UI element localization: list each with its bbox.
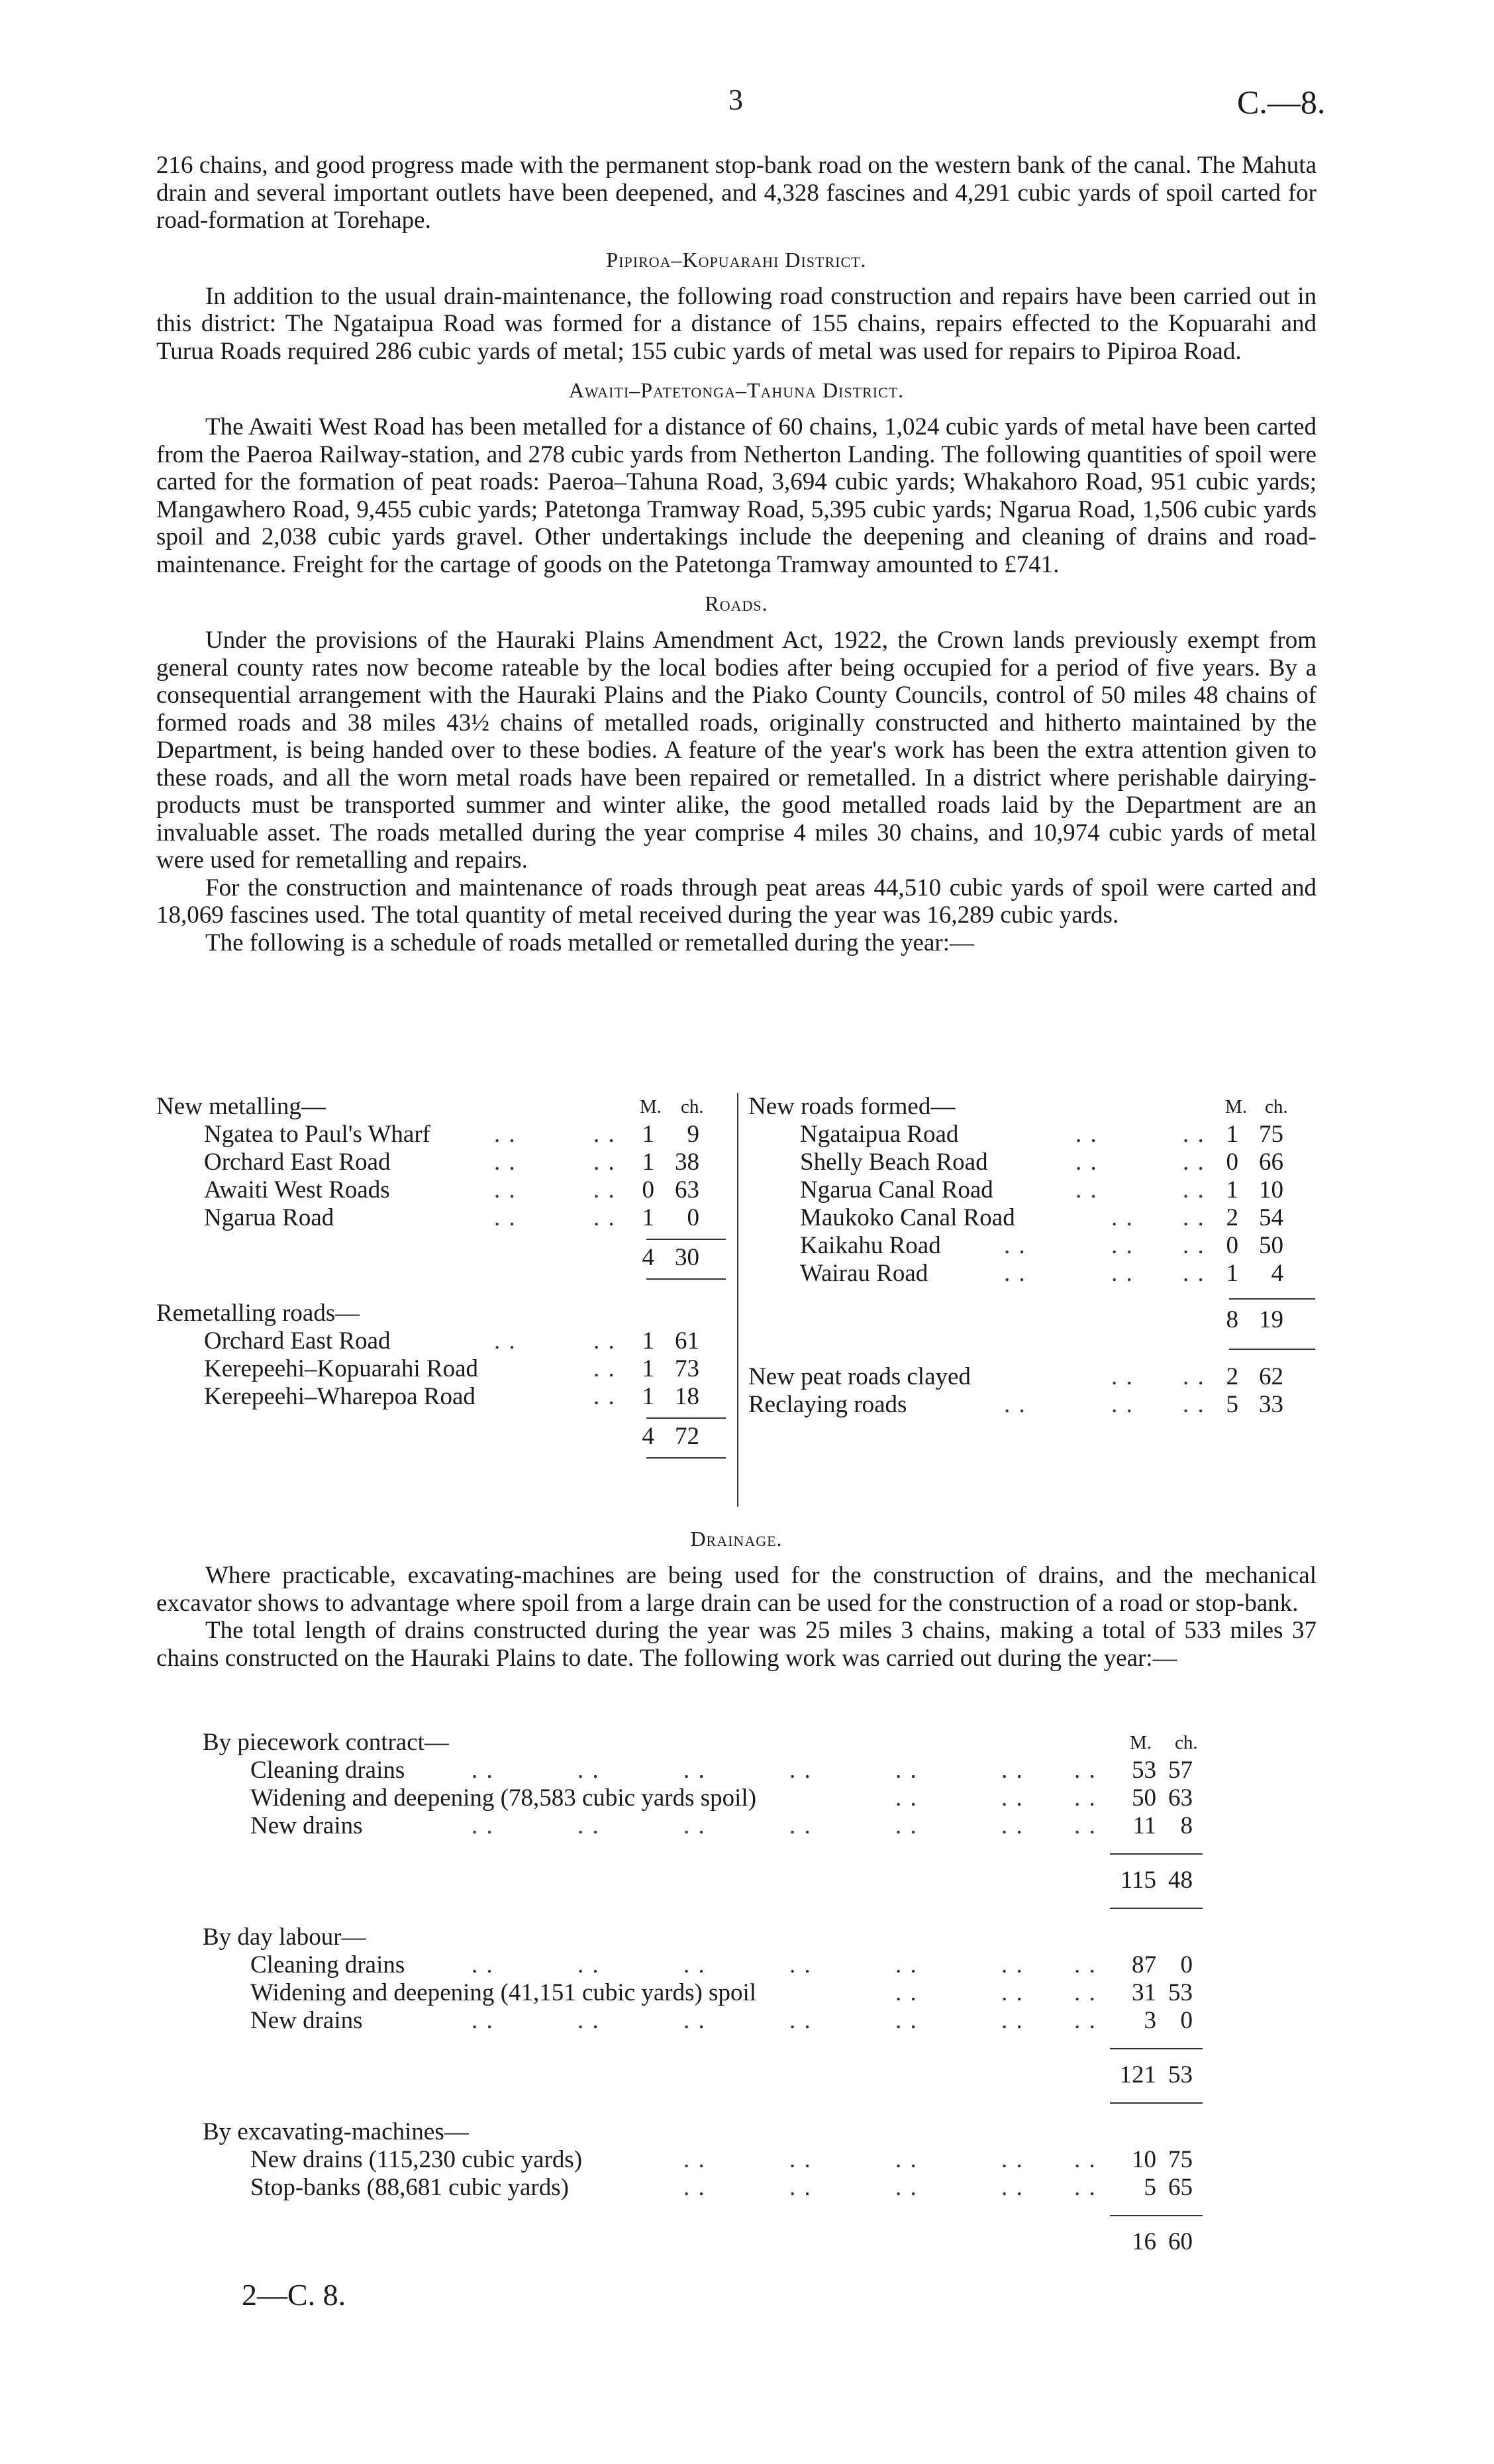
leader-dots: . . <box>1004 1391 1026 1418</box>
leader-dots: . . <box>577 1757 600 1784</box>
road-name: Ngatea to Paul's Wharf <box>204 1121 430 1148</box>
road-name: Orchard East Road <box>204 1149 391 1176</box>
leader-dots: . . <box>1074 1757 1097 1784</box>
total-rule <box>1110 2102 1203 2104</box>
table-row <box>156 1784 1317 1812</box>
table-row <box>156 1757 1317 1784</box>
road-name: Ngarua Road <box>204 1204 334 1231</box>
leader-dots: . . <box>1074 1951 1097 1978</box>
miles-value: 11 <box>1132 1812 1156 1839</box>
remetalling-label: Remetalling roads— <box>156 1300 360 1327</box>
leader-dots: . . <box>1001 2146 1024 2173</box>
subtotal-rule <box>1110 1853 1203 1855</box>
leader-dots: . . <box>472 2007 494 2034</box>
page-number: 3 <box>728 83 743 116</box>
work-description: New drains <box>250 2007 363 2034</box>
chains-value: 63 <box>675 1176 699 1204</box>
leader-dots: . . <box>577 1812 600 1839</box>
miles-total: 4 <box>642 1423 654 1450</box>
column-header-chains: ch. <box>1265 1096 1288 1117</box>
miles-value: 1 <box>642 1355 654 1382</box>
road-name: Wairau Road <box>800 1260 928 1287</box>
leader-dots: . . <box>683 1757 706 1784</box>
road-name: Kaikahu Road <box>800 1232 941 1259</box>
road-name: Orchard East Road <box>204 1327 391 1355</box>
column-header-chains: ch. <box>1175 1732 1198 1753</box>
group-label: By piecework contract— <box>203 1729 449 1756</box>
total-rule <box>646 1457 726 1459</box>
leader-dots: . . <box>577 1951 600 1978</box>
leader-dots: . . <box>593 1121 616 1148</box>
chains-value: 0 <box>687 1204 699 1231</box>
leader-dots: . . <box>593 1383 616 1410</box>
miles-total: 4 <box>642 1244 654 1271</box>
leader-dots: . . <box>789 2146 812 2173</box>
chains-value: 75 <box>1259 1121 1283 1148</box>
work-description: Cleaning drains <box>250 1951 405 1978</box>
table-row <box>156 1327 726 1355</box>
drainage-section <box>156 1514 1317 1672</box>
leader-dots: . . <box>1001 2174 1024 2201</box>
chains-value: 75 <box>1168 2146 1193 2173</box>
subtotal-rule <box>1110 2215 1203 2216</box>
leader-dots: . . <box>577 2007 600 2034</box>
subtotal-row <box>156 1423 726 1451</box>
work-description: Widening and deepening (78,583 cubic yards spoil) <box>250 1784 757 1812</box>
road-name: Shelly Beach Road <box>800 1149 988 1176</box>
miles-value: 1 <box>1226 1260 1238 1287</box>
leader-dots: . . <box>494 1149 517 1176</box>
subtotal-rule <box>646 1417 726 1419</box>
road-name: New peat roads clayed <box>748 1363 971 1390</box>
leader-dots: . . <box>683 1951 706 1978</box>
leader-dots: . . <box>1075 1149 1098 1176</box>
table-row <box>748 1149 1317 1176</box>
chains-value: 4 <box>1271 1260 1283 1287</box>
miles-value: 50 <box>1132 1784 1156 1812</box>
body-text-upper <box>156 152 1317 956</box>
work-description: New drains (115,230 cubic yards) <box>250 2146 583 2173</box>
drainage-paragraph-2: The total length of drains constructed during the year was 25 miles 3 chains, making a total of 533 miles 37 chains constructed on the Hauraki Plains to date. The following work was carried out during the year:— <box>156 1617 1317 1672</box>
new-roads-label-row <box>748 1093 1317 1121</box>
chains-value: 65 <box>1168 2174 1193 2201</box>
leader-dots: . . <box>683 2007 706 2034</box>
leader-dots: . . <box>1075 1121 1098 1148</box>
chains-total: 72 <box>675 1423 699 1450</box>
table-row <box>748 1260 1317 1288</box>
leader-dots: . . <box>895 2146 918 2173</box>
page-footer-signature: 2—C. 8. <box>242 2278 346 2312</box>
document-reference: C.—8. <box>1237 83 1326 121</box>
leader-dots: . . <box>1183 1391 1205 1418</box>
leader-dots: . . <box>895 2174 918 2201</box>
table-row <box>156 1355 726 1383</box>
chains-value: 50 <box>1259 1232 1283 1259</box>
leader-dots: . . <box>1183 1176 1205 1204</box>
leader-dots: . . <box>494 1176 517 1204</box>
subtotal-row <box>156 1867 1317 1894</box>
miles-value: 1 <box>642 1121 654 1148</box>
miles-value: 0 <box>642 1176 654 1204</box>
leader-dots: . . <box>895 2007 918 2034</box>
leader-dots: . . <box>1111 1232 1134 1259</box>
leader-dots: . . <box>1001 2007 1024 2034</box>
road-name: Maukoko Canal Road <box>800 1204 1015 1231</box>
leader-dots: . . <box>789 1757 812 1784</box>
miles-value: 1 <box>642 1327 654 1355</box>
intro-paragraph: 216 chains, and good progress made with the permanent stop-bank road on the western bank of the canal. The Mahuta drain and several important outlets have been deepened, and 4,328 fascines and 4,291 cubic yards of spoil carted for road-formation at Torehape. <box>156 152 1317 234</box>
table-row <box>156 1204 726 1232</box>
table-row <box>748 1363 1317 1391</box>
chains-value: 9 <box>687 1121 699 1148</box>
leader-dots: . . <box>1075 1176 1098 1204</box>
work-description: Cleaning drains <box>250 1757 405 1784</box>
chains-value: 33 <box>1259 1391 1283 1418</box>
leader-dots: . . <box>1001 1812 1024 1839</box>
miles-value: 1 <box>642 1383 654 1410</box>
miles-value: 0 <box>1226 1232 1238 1259</box>
chains-value: 0 <box>1180 2007 1193 2034</box>
miles-value: 3 <box>1144 2007 1156 2034</box>
chains-value: 57 <box>1168 1757 1193 1784</box>
leader-dots: . . <box>1001 1784 1024 1812</box>
leader-dots: . . <box>1183 1204 1205 1231</box>
total-rule <box>1229 1349 1315 1350</box>
leader-dots: . . <box>1004 1232 1026 1259</box>
new-roads-formed-label: New roads formed— <box>748 1093 956 1120</box>
table-row <box>748 1232 1317 1260</box>
group-label-row <box>156 1729 1317 1757</box>
leader-dots: . . <box>1111 1363 1134 1390</box>
leader-dots: . . <box>1111 1260 1134 1287</box>
roads-paragraph-3: The following is a schedule of roads metalled or remetalled during the year:— <box>205 929 975 956</box>
leader-dots: . . <box>1074 1979 1097 2006</box>
road-name: Reclaying roads <box>748 1391 907 1418</box>
leader-dots: . . <box>895 1784 918 1812</box>
chains-total: 19 <box>1259 1306 1283 1333</box>
work-description: Stop-banks (88,681 cubic yards) <box>250 2174 569 2201</box>
group-label: By excavating-machines— <box>203 2118 469 2145</box>
leader-dots: . . <box>472 1812 494 1839</box>
column-header-miles: M. <box>1130 1732 1152 1753</box>
miles-value: 5 <box>1226 1391 1238 1418</box>
remetalling-label-row <box>156 1300 726 1327</box>
chains-value: 54 <box>1259 1204 1283 1231</box>
leader-dots: . . <box>789 1951 812 1978</box>
leader-dots: . . <box>1183 1363 1205 1390</box>
miles-total: 121 <box>1119 2061 1156 2088</box>
leader-dots: . . <box>1001 1979 1024 2006</box>
chains-total: 30 <box>675 1244 699 1271</box>
leader-dots: . . <box>1111 1204 1134 1231</box>
table-row <box>748 1121 1317 1149</box>
total-rule <box>646 1278 726 1280</box>
new-metalling-label: New metalling— <box>156 1093 326 1120</box>
group-label-row <box>156 1924 1317 1951</box>
leader-dots: . . <box>789 2007 812 2034</box>
road-name: Kerepeehi–Kopuarahi Road <box>204 1355 479 1382</box>
group-label: By day labour— <box>203 1924 366 1951</box>
subtotal-rule <box>1110 2048 1203 2049</box>
miles-value: 87 <box>1132 1951 1156 1978</box>
subtotal-row <box>156 1244 726 1272</box>
miles-value: 1 <box>1226 1176 1238 1204</box>
group-label-row <box>156 2118 1317 2146</box>
leader-dots: . . <box>593 1149 616 1176</box>
chains-value: 38 <box>675 1149 699 1176</box>
column-header-miles: M. <box>640 1096 662 1117</box>
roads-paragraph-1: Under the provisions of the Hauraki Plains Amendment Act, 1922, the Crown lands previously exempt from general county rates now become rateable by the local bodies after being occupied for a period of five years. By a consequential arrangement with the Hauraki Plains and the Piako County Councils, control of 50 miles 48 chains of formed roads and 38 miles 43½ chains of metalled roads, originally constructed and hitherto maintained by the Department, is being handed over to these bodies. A feature of the year's work has been the extra attention given to these roads, and all the worn metal roads have been repaired or remetalled. In a district where perishable dairying-products must be transported summer and winter alike, the good metalled roads laid by the Department are an invaluable asset. The roads metalled during the year comprise 4 miles 30 chains, and 10,974 cubic yards of metal were used for remetalling and repairs. <box>156 627 1317 874</box>
leader-dots: . . <box>895 1812 918 1839</box>
leader-dots: . . <box>683 1812 706 1839</box>
leader-dots: . . <box>593 1327 616 1355</box>
table-row <box>156 2146 1317 2174</box>
table-row <box>156 2007 1317 2035</box>
chains-value: 8 <box>1180 1812 1193 1839</box>
miles-total: 115 <box>1120 1867 1156 1894</box>
miles-value: 2 <box>1226 1363 1238 1390</box>
chains-value: 10 <box>1259 1176 1283 1204</box>
new-metalling-label-row <box>156 1093 726 1121</box>
leader-dots: . . <box>683 2174 706 2201</box>
table-row <box>156 1121 726 1149</box>
road-name: Ngarua Canal Road <box>800 1176 993 1204</box>
subtotal-rule <box>1229 1298 1315 1300</box>
leader-dots: . . <box>789 1812 812 1839</box>
work-description: Widening and deepening (41,151 cubic yards) spoil <box>250 1979 757 2006</box>
total-rule <box>1110 1908 1203 1909</box>
road-name: Ngataipua Road <box>800 1121 959 1148</box>
leader-dots: . . <box>593 1355 616 1382</box>
leader-dots: . . <box>895 1951 918 1978</box>
leader-dots: . . <box>472 1757 494 1784</box>
awaiti-paragraph: The Awaiti West Road has been metalled for a distance of 60 chains, 1,024 cubic yards of metal have been carted from the Paeroa Railway-station, and 278 cubic yards from Netherton Landing. The following quantities of spoil were carted for the formation of peat roads: Paeroa–Tahuna Road, 3,694 cubic yards; Whakahoro Road, 951 cubic yards; Mangawhero Road, 9,455 cubic yards; Patetonga Tramway Road, 5,395 cubic yards; Ngarua Road, 1,506 cubic yards spoil and 2,038 cubic yards gravel. Other undertakings include the deepening and cleaning of drains and road-maintenance. Freight for the cartage of goods on the Patetonga Tramway amounted to £741. <box>156 413 1317 578</box>
miles-value: 10 <box>1132 2146 1156 2173</box>
chains-value: 18 <box>675 1383 699 1410</box>
chains-value: 66 <box>1259 1149 1283 1176</box>
pipiroa-paragraph: In addition to the usual drain-maintenance, the following road construction and repairs have been carried out in this district: The Ngataipua Road was formed for a distance of 155 chains, repairs effected to the Kopuarahi and Turua Roads required 286 cubic yards of metal; 155 cubic yards of metal was used for repairs to Pipiroa Road. <box>156 282 1317 365</box>
chains-value: 53 <box>1168 1979 1193 2006</box>
leader-dots: . . <box>1074 1812 1097 1839</box>
leader-dots: . . <box>1111 1391 1134 1418</box>
leader-dots: . . <box>1074 2007 1097 2034</box>
miles-value: 1 <box>1226 1121 1238 1148</box>
awaiti-heading: Awaiti–Patetonga–Tahuna District. <box>568 378 905 402</box>
leader-dots: . . <box>895 1757 918 1784</box>
leader-dots: . . <box>1183 1260 1205 1287</box>
miles-value: 1 <box>642 1204 654 1231</box>
leader-dots: . . <box>895 1979 918 2006</box>
table-row <box>748 1204 1317 1232</box>
miles-total: 16 <box>1132 2228 1156 2255</box>
miles-total: 8 <box>1226 1306 1238 1333</box>
roads-schedule <box>156 1093 1317 1517</box>
road-name: Kerepeehi–Wharepoa Road <box>204 1383 475 1410</box>
leader-dots: . . <box>1074 1784 1097 1812</box>
table-row <box>156 1149 726 1176</box>
miles-value: 1 <box>642 1149 654 1176</box>
miles-value: 0 <box>1226 1149 1238 1176</box>
leader-dots: . . <box>593 1176 616 1204</box>
leader-dots: . . <box>1183 1232 1205 1259</box>
leader-dots: . . <box>1001 1951 1024 1978</box>
chains-value: 73 <box>675 1355 699 1382</box>
roads-paragraph-2: For the construction and maintenance of roads through peat areas 44,510 cubic yards of spoil were carted and 18,069 fascines used. The total quantity of metal received during the year was 16,289 cubic yards. <box>156 874 1317 929</box>
chains-value: 0 <box>1180 1951 1193 1978</box>
drainage-paragraph-1: Where practicable, excavating-machines are being used for the construction of drains, and the mechanical excavator shows to advantage where spoil from a large drain can be used for the construction of a road or stop-bank. <box>156 1562 1317 1617</box>
leader-dots: . . <box>494 1327 517 1355</box>
table-row <box>156 1383 726 1411</box>
miles-value: 2 <box>1226 1204 1238 1231</box>
table-row <box>156 1951 1317 1979</box>
leader-dots: . . <box>1001 1757 1024 1784</box>
leader-dots: . . <box>1183 1149 1205 1176</box>
leader-dots: . . <box>593 1204 616 1231</box>
miles-value: 53 <box>1132 1757 1156 1784</box>
subtotal-rule <box>646 1239 726 1240</box>
chains-value: 62 <box>1259 1363 1283 1390</box>
roads-heading: Roads. <box>705 591 768 615</box>
leader-dots: . . <box>472 1951 494 1978</box>
column-header-chains: ch. <box>681 1096 704 1117</box>
leader-dots: . . <box>494 1121 517 1148</box>
work-description: New drains <box>250 1812 363 1839</box>
miles-value: 5 <box>1144 2174 1156 2201</box>
road-name: Awaiti West Roads <box>204 1176 390 1204</box>
table-row <box>156 1176 726 1204</box>
table-row <box>156 1812 1317 1840</box>
subtotal-row <box>156 2061 1317 2089</box>
leader-dots: . . <box>1074 2174 1097 2201</box>
subtotal-row <box>748 1306 1317 1334</box>
chains-value: 63 <box>1168 1784 1193 1812</box>
leader-dots: . . <box>683 2146 706 2173</box>
drainage-heading: Drainage. <box>690 1527 783 1551</box>
pipiroa-heading: Pipiroa–Kopuarahi District. <box>606 247 867 272</box>
table-row <box>748 1391 1317 1419</box>
table-row <box>748 1176 1317 1204</box>
drainage-schedule <box>156 1729 1317 2272</box>
leader-dots: . . <box>1074 2146 1097 2173</box>
chains-total: 60 <box>1168 2228 1193 2255</box>
leader-dots: . . <box>789 2174 812 2201</box>
chains-total: 53 <box>1168 2061 1193 2088</box>
leader-dots: . . <box>1183 1121 1205 1148</box>
table-row <box>156 2174 1317 2202</box>
chains-total: 48 <box>1168 1867 1193 1894</box>
leader-dots: . . <box>1004 1260 1026 1287</box>
subtotal-row <box>156 2228 1317 2256</box>
chains-value: 61 <box>675 1327 699 1355</box>
table-row <box>156 1979 1317 2007</box>
leader-dots: . . <box>494 1204 517 1231</box>
column-header-miles: M. <box>1225 1096 1248 1117</box>
miles-value: 31 <box>1132 1979 1156 2006</box>
